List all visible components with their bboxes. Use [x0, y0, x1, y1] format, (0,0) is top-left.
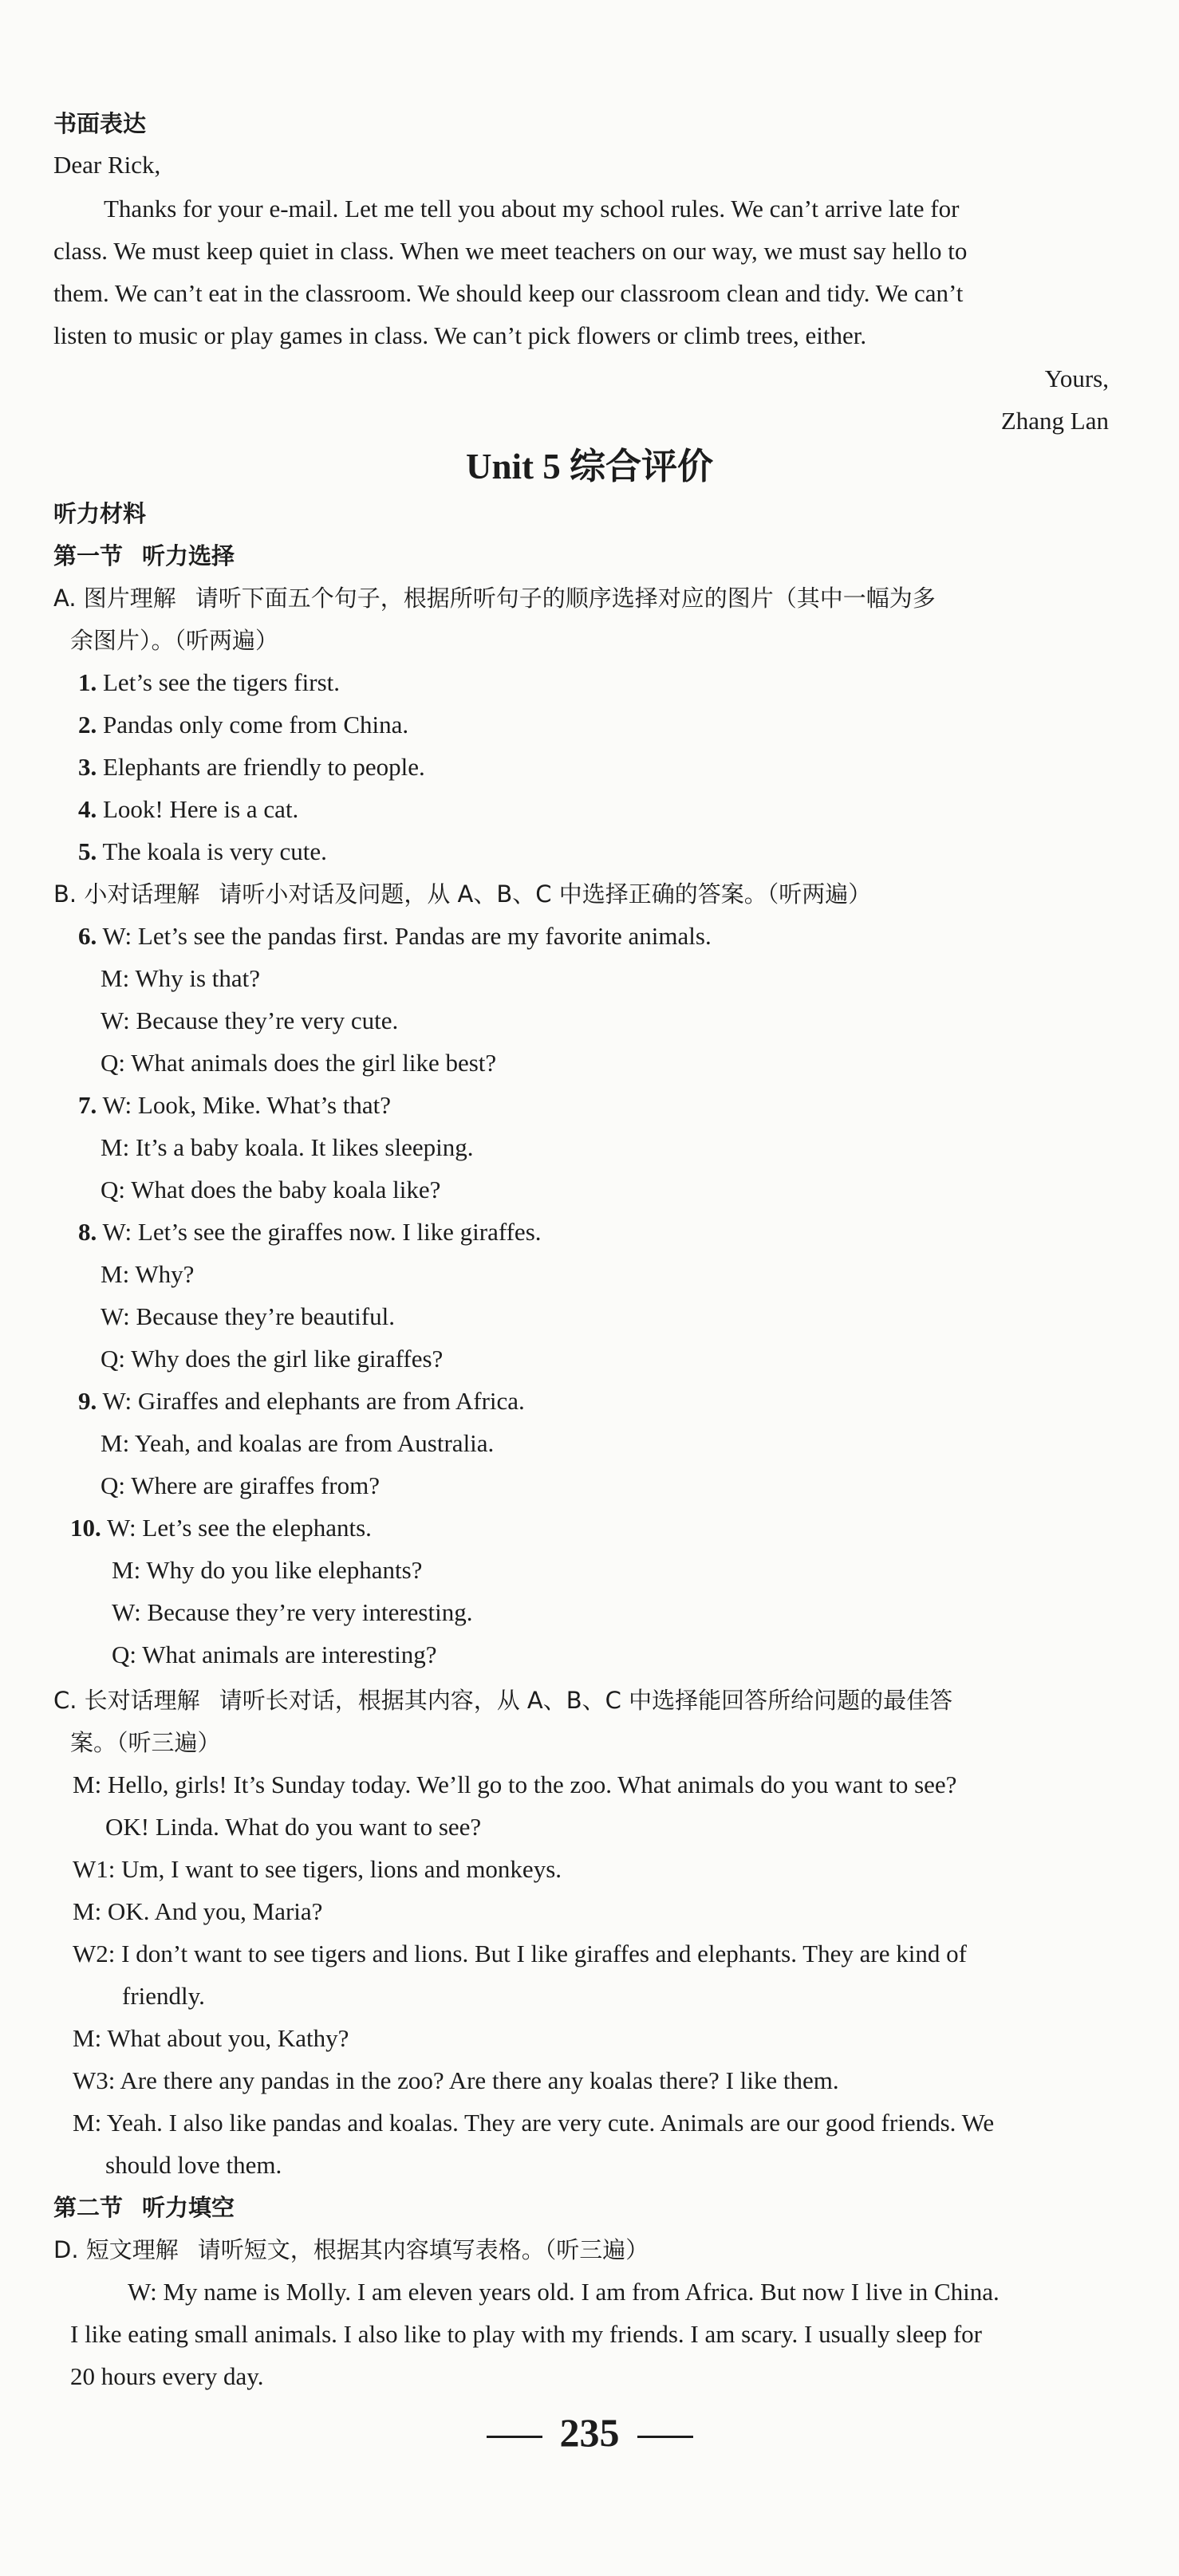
item-text: Pandas only come from China.: [103, 711, 409, 739]
list-item: [78, 667, 340, 699]
dialogue-line: [78, 1089, 391, 1121]
dialogue-line: [78, 1216, 542, 1248]
partB-instruction: [53, 878, 871, 910]
page-number-text: 235: [559, 2410, 620, 2455]
item-number: 3.: [78, 753, 97, 781]
dialogue-line: [78, 1385, 525, 1417]
page-dash-left: [487, 2436, 542, 2438]
partC-label: C. 长对话理解: [53, 1687, 200, 1714]
section2-title: 听力填空: [142, 2194, 235, 2221]
essay-body-line: them. We can’t eat in the classroom. We should keep our classroom clean and tidy. We can’t: [53, 279, 964, 307]
essay-body-line: Thanks for your e-mail. Let me tell you about my school rules. We can’t arrive late for: [104, 195, 960, 223]
partC-instruction: [53, 1684, 952, 1716]
dialogue-line: Q: What animals are interesting?: [112, 1641, 437, 1668]
partA-instruction-cont: 余图片）。（听两遍）: [70, 627, 279, 654]
dialogue-line: [78, 920, 712, 952]
dialogue-line: Q: Where are giraffes from?: [101, 1471, 381, 1499]
section1-label: 第一节: [53, 542, 124, 569]
essay-salutation: Dear Rick,: [53, 151, 161, 179]
essay-heading: 书面表达: [53, 110, 147, 137]
partD-label: D. 短文理解: [53, 2236, 179, 2263]
passage-line: W: My name is Molly. I am eleven years old. I am from Africa. But now I live in China.: [128, 2278, 1000, 2306]
dialogue-line: [70, 1512, 372, 1544]
dialogue-line: Q: Why does the girl like giraffes?: [101, 1345, 444, 1373]
list-item: [78, 709, 408, 741]
dialogue-line: Q: What animals does the girl like best?: [101, 1049, 497, 1077]
dialogue-line: W2: I don’t want to see tigers and lions. But I like giraffes and elephants. They are kind of: [73, 1940, 967, 1967]
dialogue-text: W: Let’s see the giraffes now. I like giraffes.: [102, 1218, 542, 1246]
dialogue-line: M: It’s a baby koala. It likes sleeping.: [101, 1133, 474, 1161]
dialogue-line: M: Yeah. I also like pandas and koalas. They are very cute. Animals are our good friends. We: [73, 2109, 995, 2137]
dialogue-line: W: Because they’re beautiful.: [101, 1302, 395, 1330]
partC-instruction-text: 请听长对话，根据其内容，从 A、B、C 中选择能回答所给问题的最佳答: [219, 1687, 953, 1714]
unit-title: Unit 5 综合评价: [465, 447, 713, 486]
essay-body-line: class. We must keep quiet in class. When we meet teachers on our way, we must say hello to: [53, 237, 968, 265]
list-item: [78, 794, 298, 825]
section2-heading: [53, 2192, 235, 2223]
partB-instruction-text: 请听小对话及问题，从 A、B、C 中选择正确的答案。（听两遍）: [219, 880, 872, 908]
dialogue-line: M: Hello, girls! It’s Sunday today. We’ll go to the zoo. What animals do you want to see?: [73, 1771, 957, 1798]
dialogue-text: W: Let’s see the elephants.: [106, 1514, 372, 1542]
dialogue-line: W: Because they’re very interesting.: [112, 1598, 473, 1626]
item-number: 10.: [70, 1514, 101, 1542]
dialogue-line: M: OK. And you, Maria?: [73, 1897, 323, 1925]
item-text: The koala is very cute.: [102, 837, 327, 865]
dialogue-line: M: Why is that?: [101, 964, 261, 992]
item-number: 7.: [78, 1091, 97, 1119]
item-number: 9.: [78, 1387, 97, 1415]
item-number: 4.: [78, 795, 97, 823]
partD-instruction-text: 请听短文，根据其内容填写表格。（听三遍）: [197, 2236, 649, 2263]
materials-heading: 听力材料: [53, 500, 147, 527]
item-text: Elephants are friendly to people.: [103, 753, 425, 781]
item-number: 5.: [78, 837, 97, 865]
essay-body-line: listen to music or play games in class. We can’t pick flowers or climb trees, either.: [53, 321, 867, 349]
partD-instruction: [53, 2234, 649, 2266]
item-number: 6.: [78, 922, 97, 950]
partB-label: B. 小对话理解: [53, 880, 200, 908]
item-number: 2.: [78, 711, 97, 739]
dialogue-text: W: Giraffes and elephants are from Africa.: [102, 1387, 525, 1415]
dialogue-line: M: Yeah, and koalas are from Australia.: [101, 1429, 495, 1457]
dialogue-line: M: Why do you like elephants?: [112, 1556, 423, 1584]
item-number: 1.: [78, 668, 97, 696]
dialogue-text: W: Look, Mike. What’s that?: [102, 1091, 392, 1119]
dialogue-text: W: Let’s see the pandas first. Pandas are my favorite animals.: [102, 922, 712, 950]
essay-signature: Zhang Lan: [1000, 407, 1109, 435]
dialogue-line: OK! Linda. What do you want to see?: [105, 1813, 482, 1841]
page-number: [0, 2409, 1179, 2456]
dialogue-line: M: What about you, Kathy?: [73, 2024, 349, 2052]
list-item: [78, 751, 425, 783]
partA-label: A. 图片理解: [53, 585, 176, 612]
partA-instruction: [53, 582, 936, 614]
dialogue-line: should love them.: [105, 2151, 282, 2179]
dialogue-line: M: Why?: [101, 1260, 195, 1288]
page-dash-right: [637, 2436, 693, 2438]
passage-line: 20 hours every day.: [70, 2362, 264, 2390]
dialogue-line: friendly.: [122, 1982, 205, 2010]
dialogue-line: W1: Um, I want to see tigers, lions and monkeys.: [73, 1855, 562, 1883]
list-item: [78, 836, 327, 868]
dialogue-line: Q: What does the baby koala like?: [101, 1176, 441, 1203]
item-text: Look! Here is a cat.: [103, 795, 299, 823]
section1-heading: [53, 540, 235, 572]
dialogue-line: W3: Are there any pandas in the zoo? Are there any koalas there? I like them.: [73, 2066, 839, 2094]
essay-closing: Yours,: [1044, 364, 1109, 392]
section2-label: 第二节: [53, 2194, 124, 2221]
dialogue-line: W: Because they’re very cute.: [101, 1006, 399, 1034]
partA-instruction-text: 请听下面五个句子，根据所听句子的顺序选择对应的图片（其中一幅为多: [195, 585, 936, 612]
partC-instruction-cont: 案。（听三遍）: [70, 1729, 221, 1756]
item-text: Let’s see the tigers first.: [103, 668, 340, 696]
item-number: 8.: [78, 1218, 97, 1246]
section1-title: 听力选择: [142, 542, 235, 569]
passage-line: I like eating small animals. I also like to play with my friends. I am scary. I usually sleep for: [70, 2320, 982, 2348]
